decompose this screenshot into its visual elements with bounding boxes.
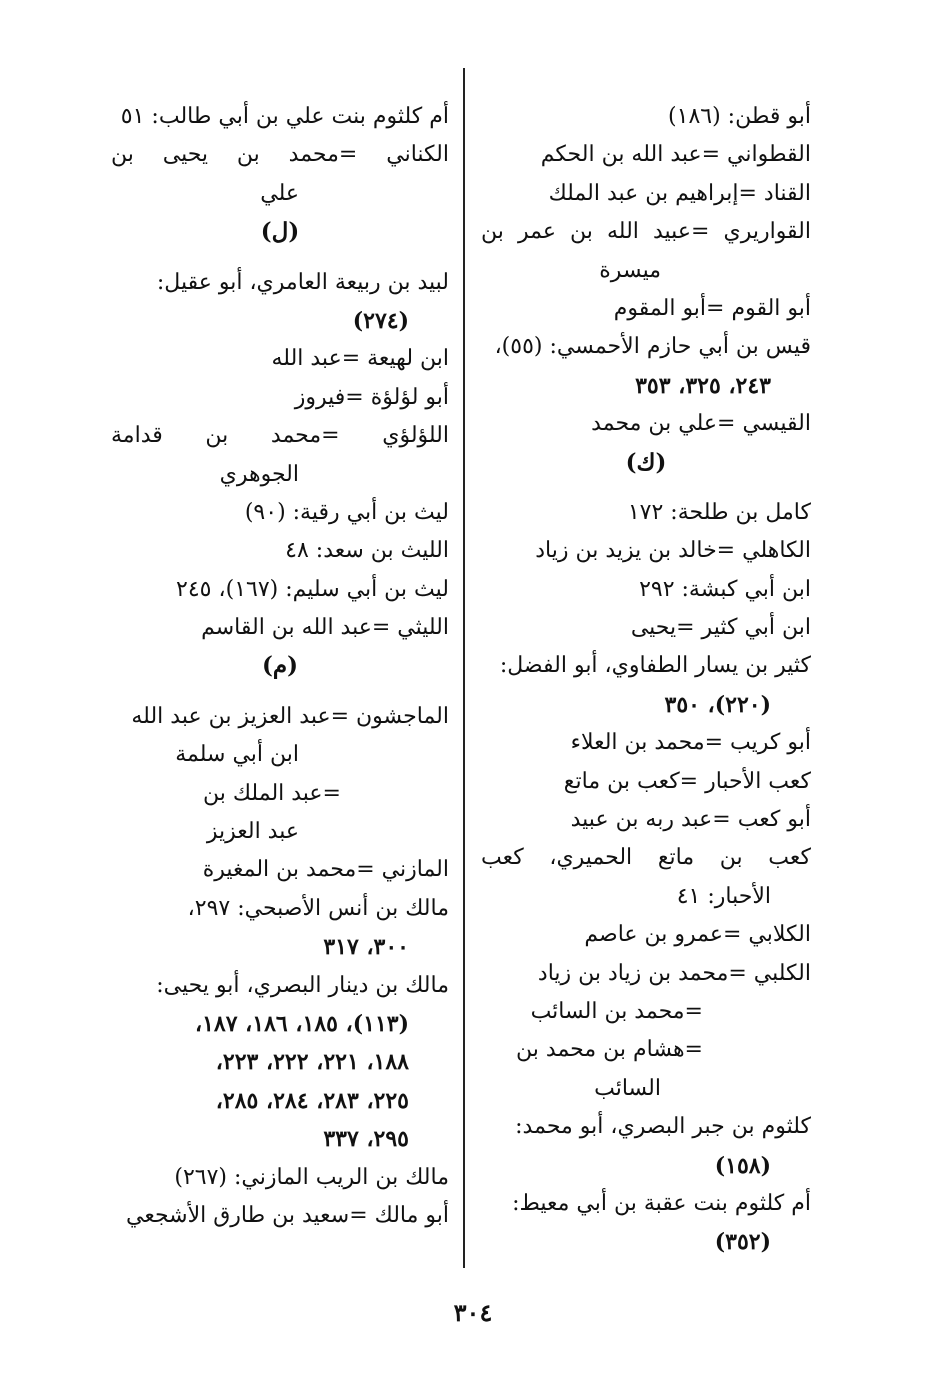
index-entry: الكلابي =عمرو بن عاصم <box>584 922 811 948</box>
index-entry: أبو كعب =عبد ربه بن عبيد <box>570 807 811 833</box>
index-column-left <box>111 98 449 1235</box>
section-letter-lam: (ل) <box>260 218 300 246</box>
index-entry: الماجشون =عبد العزيز بن عبد الله <box>131 703 449 729</box>
index-entry: ابن أبي كبشة: ٢٩٢ <box>639 576 811 602</box>
index-column-right <box>481 98 811 1262</box>
index-entry: كعب الأحبار =كعب بن ماتع <box>563 768 811 794</box>
index-entry: كعب بن ماتع الحميري، كعب <box>481 845 811 871</box>
index-entry: أبو لؤلؤة =فيروز <box>294 384 449 410</box>
column-divider <box>463 68 465 1268</box>
index-entry-continuation: علي <box>260 180 299 206</box>
index-entry-continuation: ابن أبي سلمة <box>175 742 299 768</box>
index-entry: ابن لهيعة =عبد الله <box>271 346 449 372</box>
index-entry: اللؤلؤي =محمد بن قدامة <box>111 423 449 449</box>
index-entry-continuation: الأحبار: ٤١ <box>676 883 771 909</box>
index-entry: القواريري =عبيد الله بن عمر بن <box>481 219 811 245</box>
index-entry: أم كلثوم بنت عقبة بن أبي معيط: <box>512 1190 811 1216</box>
index-entry: أبو القوم =أبو المقوم <box>613 295 811 321</box>
index-entry: الليثي =عبد الله بن القاسم <box>201 615 449 641</box>
index-entry: مالك بن الريب المازني: (٢٦٧) <box>174 1164 449 1190</box>
index-entry-continuation: السائب <box>594 1075 661 1101</box>
index-entry: ابن أبي كثير =يحيى <box>630 615 811 641</box>
index-entry: كامل بن طلحة: ١٧٢ <box>627 499 811 525</box>
index-entry: مالك بن دينار البصري، أبو يحيى: <box>156 972 449 998</box>
index-entry: الليث بن سعد: ٤٨ <box>285 538 449 564</box>
index-entry: الكلبي =محمد بن زياد بن زياد <box>537 960 811 986</box>
section-letter-kaf: (ك) <box>625 448 667 476</box>
index-entry-continuation: =محمد بن السائب <box>530 998 703 1024</box>
index-entry: القطواني =عبد الله بن الحكم <box>540 142 811 168</box>
index-entry: القيسي =علي بن محمد <box>591 411 811 437</box>
index-entry: المازني =محمد بن المغيرة <box>202 857 449 883</box>
index-entry: أم كلثوم بنت علي بن أبي طالب: ٥١ <box>120 104 449 129</box>
index-entry: كلثوم بن جبر البصري، أبو محمد: <box>515 1114 811 1140</box>
index-entry: لبيد بن ربيعة العامري، أبو عقيل: <box>156 269 449 295</box>
index-entry-continuation: (١٥٨) <box>714 1152 771 1179</box>
index-entry: ليث بن أبي رقية: (٩٠) <box>244 499 449 525</box>
index-entry: أبو مالك =سعيد بن طارق الأشجعي <box>126 1202 449 1228</box>
index-entry-continuation: (٢٢٠)، ٣٥٠ <box>664 691 771 718</box>
index-entry-continuation: الجوهري <box>219 461 299 487</box>
index-entry: الكناني =محمد بن يحيى بن <box>111 142 449 168</box>
index-entry-continuation: عبد العزيز <box>206 819 299 845</box>
index-entry-continuation: (٣٥٢) <box>714 1229 771 1256</box>
index-entry-continuation: ٢٢٥، ٢٨٣، ٢٨٤، ٢٨٥، <box>215 1087 409 1114</box>
page-number: ٣٠٤ <box>453 1298 493 1327</box>
index-entry: الكاهلي =خالد بن يزيد بن زياد <box>535 538 811 564</box>
index-entry-continuation: =هشام بن محمد بن <box>516 1037 703 1063</box>
index-entry: ليث بن أبي سليم: (١٦٧)، ٢٤٥ <box>176 576 449 602</box>
index-entry-continuation: ٢٩٥، ٣٣٧ <box>323 1126 409 1153</box>
index-entry-continuation: (١١٣)، ١٨٥، ١٨٦، ١٨٧، <box>194 1010 409 1037</box>
index-entry: مالك بن أنس الأصبحي: ٢٩٧، <box>187 895 449 921</box>
index-entry-continuation: ٣٠٠، ٣١٧ <box>323 934 409 961</box>
index-entry-continuation: =عبد الملك بن <box>203 780 341 806</box>
index-entry: القناد =إبراهيم بن عبد الملك <box>548 180 811 206</box>
index-entry: كثير بن يسار الطفاوي، أبو الفضل: <box>499 653 811 679</box>
index-entry-continuation: ١٨٨، ٢٢١، ٢٢٢، ٢٢٣، <box>215 1049 409 1076</box>
index-entry-continuation: (٢٧٤) <box>352 307 409 334</box>
index-entry: قيس بن أبي حازم الأحمسي: (٥٥)، <box>494 334 811 360</box>
section-letter-mim: (م) <box>261 652 298 680</box>
index-entry-continuation: ٢٤٣، ٣٢٥، ٣٥٣ <box>635 372 771 399</box>
index-entry: أبو قطن: (١٨٦) <box>668 104 811 129</box>
index-entry-continuation: ميسرة <box>599 257 661 283</box>
index-entry: أبو كريب =محمد بن العلاء <box>570 730 811 756</box>
